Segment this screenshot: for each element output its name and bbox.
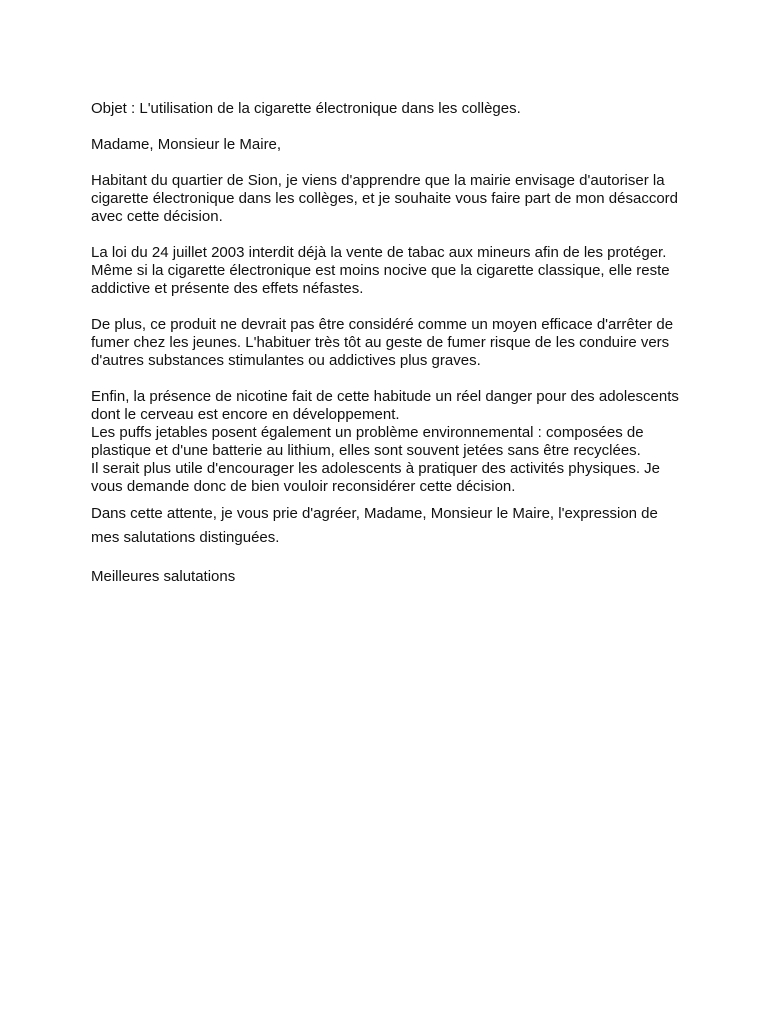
paragraph-intro: Habitant du quartier de Sion, je viens d'apprendre que la mairie envisage d'autoriser la cigarette électronique dans les collèges, et je souhaite vous faire part de mon désaccord avec cette décision. <box>91 172 679 225</box>
letter-salutation: Madame, Monsieur le Maire, <box>91 136 282 153</box>
letter-signoff: Meilleures salutations <box>91 568 236 585</box>
paragraph-activities: Il serait plus utile d'encourager les adolescents à pratiquer des activités physiques. Je vous demande donc de bien vouloir reconsidérer cette décision. <box>91 460 661 495</box>
paragraph-closing: Dans cette attente, je vous prie d'agréer, Madame, Monsieur le Maire, l'expression de mes salutations distinguées. <box>91 505 658 546</box>
letter-subject: Objet : L'utilisation de la cigarette électronique dans les collèges. <box>91 100 521 117</box>
paragraph-danger: Enfin, la présence de nicotine fait de cette habitude un réel danger pour des adolescents dont le cerveau est encore en développement. <box>91 388 679 423</box>
paragraph-law: La loi du 24 juillet 2003 interdit déjà la vente de tabac aux mineurs afin de les protéger. Même si la cigarette électronique est moins nocive que la cigarette classique, elle reste addictive et présente des effets néfastes. <box>91 244 670 297</box>
paragraph-planet: Les puffs jetables posent également un problème environnemental : composées de plastique et d'une batterie au lithium, elles sont souvent jetées sans être recyclées. <box>91 424 644 459</box>
paragraph-habit: De plus, ce produit ne devrait pas être considéré comme un moyen efficace d'arrêter de fumer chez les jeunes. L'habituer très tôt au geste de fumer risque de les conduire vers d'autres substances stimulantes ou addictives plus graves. <box>91 316 674 369</box>
